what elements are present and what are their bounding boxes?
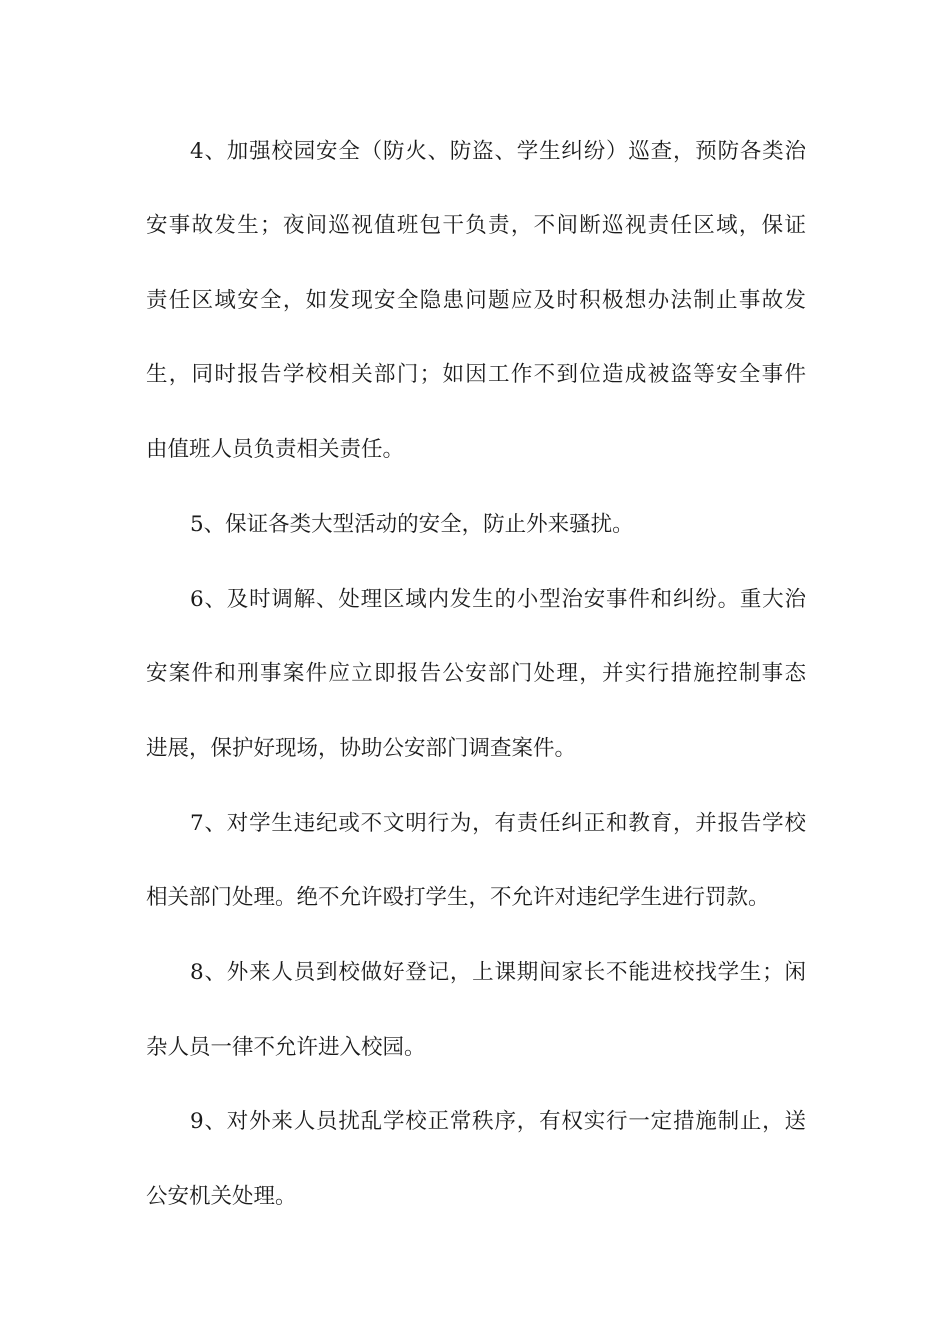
- paragraph-5-line-1: 5、保证各类大型活动的安全，防止外来骚扰。: [190, 512, 634, 537]
- paragraph-7-line-2: 相关部门处理。绝不允许殴打学生，不允许对违纪学生进行罚款。: [146, 885, 770, 910]
- paragraph-7-line-1: 7、对学生违纪或不文明行为，有责任纠正和教育，并报告学校: [190, 811, 806, 836]
- paragraph-4-line-4: 生，同时报告学校相关部门；如因工作不到位造成被盗等安全事件: [146, 362, 806, 387]
- paragraph-4-line-2: 安事故发生；夜间巡视值班包干负责，不间断巡视责任区域，保证: [146, 213, 806, 238]
- paragraph-4-line-5: 由值班人员负责相关责任。: [146, 437, 405, 462]
- paragraph-9-line-1: 9、对外来人员扰乱学校正常秩序，有权实行一定措施制止，送: [190, 1109, 806, 1134]
- paragraph-9-line-2: 公安机关处理。: [146, 1184, 297, 1209]
- paragraph-6-line-3: 进展，保护好现场，协助公安部门调查案件。: [146, 736, 577, 761]
- paragraph-4-line-1: 4、加强校园安全（防火、防盗、学生纠纷）巡查，预防各类治: [190, 139, 806, 164]
- paragraph-6-line-2: 安案件和刑事案件应立即报告公安部门处理，并实行措施控制事态: [146, 661, 806, 686]
- paragraph-6-line-1: 6、及时调解、处理区域内发生的小型治安事件和纠纷。重大治: [190, 587, 806, 612]
- paragraph-4-line-3: 责任区域安全，如发现安全隐患问题应及时积极想办法制止事故发: [146, 288, 806, 313]
- paragraph-8-line-2: 杂人员一律不允许进入校园。: [146, 1035, 426, 1060]
- paragraph-8-line-1: 8、外来人员到校做好登记，上课期间家长不能进校找学生；闲: [190, 960, 806, 985]
